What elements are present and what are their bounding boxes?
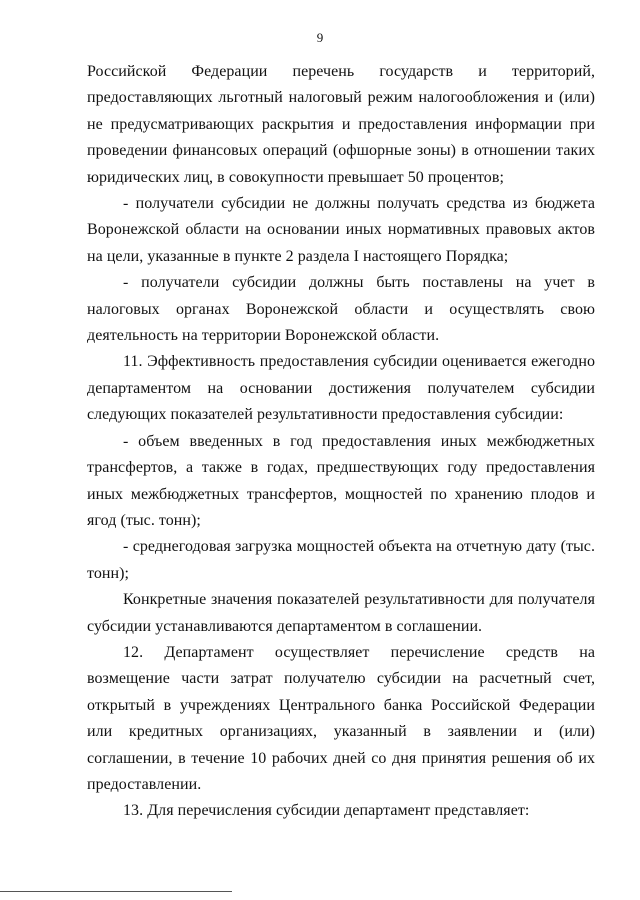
document-body [87, 59, 595, 825]
paragraph-item-11: 11. Эффективность предоставления субсидии оценивается ежегодно департаментом на основании достижения получателем субсидии следующих показателей результативности предоставления субсидии: [87, 353, 595, 424]
paragraph-tax-registration: - получатели субсидии должны быть поставлены на учет в налоговых органах Воронежской области и осуществлять свою деятельность на территории Воронежской области. [87, 274, 595, 345]
paragraph-no-budget-funds: - получатели субсидии не должны получать средства из бюджета Воронежской области на основании иных нормативных правовых актов на цели, указанные в пункте 2 раздела I настоящего Порядка; [87, 195, 595, 265]
page-number: 9 [316, 30, 324, 45]
paragraph-item-13: 13. Для перечисления субсидии департамент представляет: [123, 802, 530, 820]
paragraph-indicator-capacity: - объем введенных в год предоставления иных межбюджетных трансфертов, а также в годах, предшествующих году предоставления иных межбюджетных трансфертов, мощностей по хранению плодов и ягод (тыс. тонн); [87, 432, 595, 529]
footnote-divider [0, 891, 232, 892]
paragraph-item-12: 12. Департамент осуществляет перечисление средств на возмещение части затрат получателю субсидии на расчетный счет, открытый в учреждениях Центрального банка Российской Федерации или кредитных организациях, указанный в заявлении и (или) соглашении, в течение 10 рабочих дней со дня принятия решения об их предоставлении. [87, 643, 595, 793]
paragraph-offshore-continuation: Российской Федерации перечень государств и территорий, предоставляющих льготный налоговый режим налогообложения и (или) не предусматривающих раскрытия и предоставления информации при проведении финансовых операций (офшорные зоны) в отношении таких юридических лиц, в совокупности превышает 50 процентов; [87, 63, 595, 186]
paragraph-indicator-load: - среднегодовая загрузка мощностей объекта на отчетную дату (тыс. тонн); [87, 538, 595, 582]
paragraph-indicator-values: Конкретные значения показателей результативности для получателя субсидии устанавливаются департаментом в соглашении. [87, 591, 595, 635]
